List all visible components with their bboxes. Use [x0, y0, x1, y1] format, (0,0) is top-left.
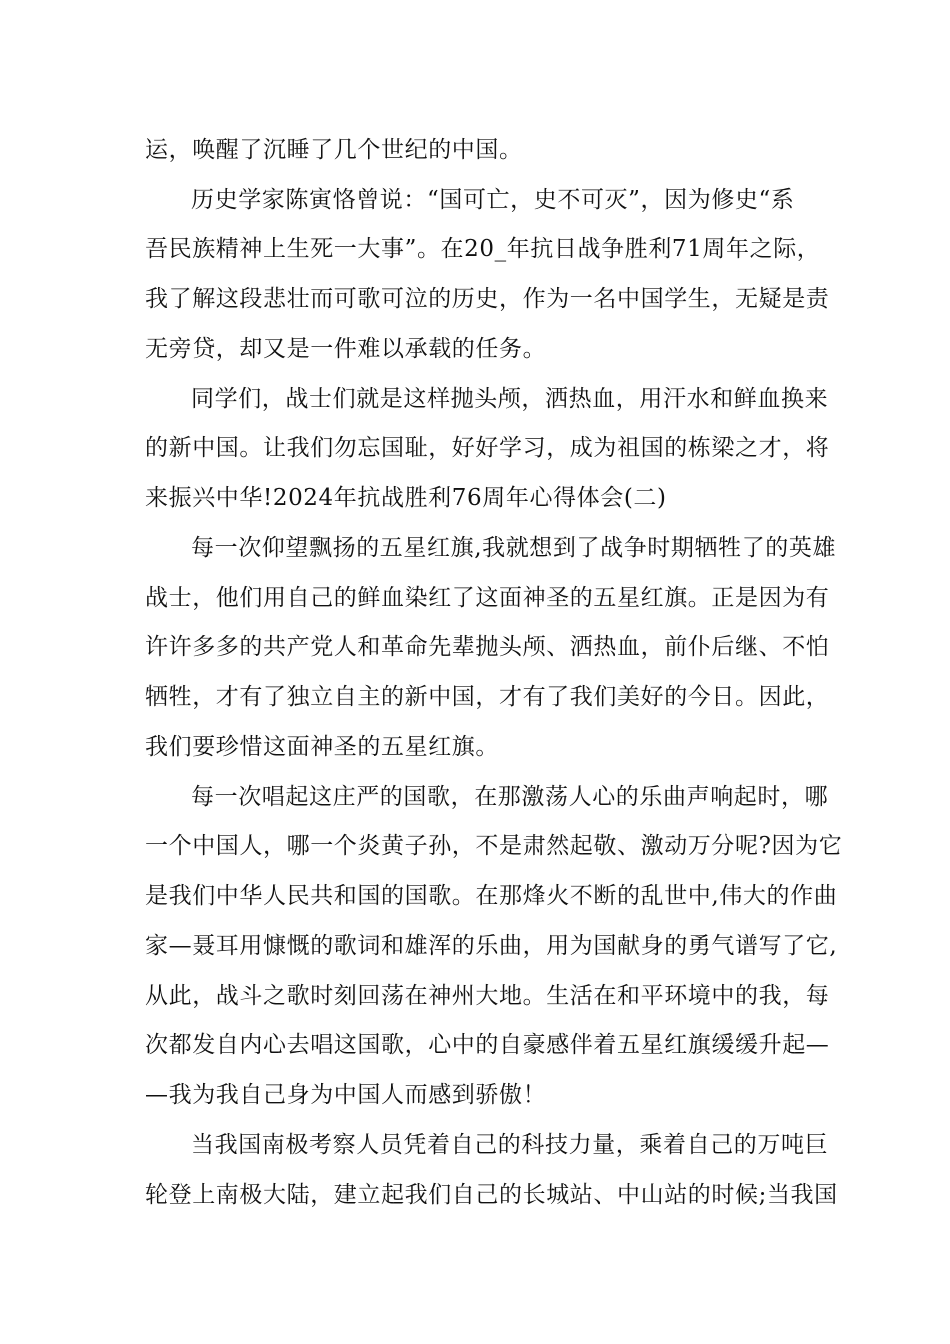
paragraph-start: 每一次仰望飘扬的五星红旗,我就想到了战争时期牺牲了的英雄	[191, 535, 837, 561]
paragraph-start: 同学们，战士们就是这样抛头颅，洒热血，用汗水和鲜血换来	[191, 386, 829, 412]
text-line: 无旁贷，却又是一件难以承载的任务。	[145, 336, 547, 362]
text-line: 我了解这段悲壮而可歌可泣的历史，作为一名中国学生，无疑是责	[145, 286, 830, 312]
text-line: 从此，战斗之歌时刻回荡在神州大地。生活在和平环境中的我，每	[145, 983, 830, 1009]
text-line: 轮登上南极大陆，建立起我们自己的长城站、中山站的时候;当我国	[145, 1182, 838, 1208]
text-line: 我们要珍惜这面神圣的五星红旗。	[145, 734, 499, 760]
text-line: 许许多多的共产党人和革命先辈抛头颅、洒热血，前仆后继、不怕	[145, 634, 830, 660]
paragraph-start: 每一次唱起这庄严的国歌，在那激荡人心的乐曲声响起时，哪	[191, 784, 829, 810]
paragraph-start: 当我国南极考察人员凭着自己的科技力量，乘着自己的万吨巨	[191, 1132, 829, 1158]
text-line: 战士，他们用自己的鲜血染红了这面神圣的五星红旗。正是因为有	[145, 585, 830, 611]
text-line: 运，唤醒了沉睡了几个世纪的中国。	[145, 137, 523, 163]
text-line: 牺牲，才有了独立自主的新中国，才有了我们美好的今日。因此，	[145, 684, 830, 710]
text-line: 的新中国。让我们勿忘国耻，好好学习，成为祖国的栋梁之才，将	[145, 435, 830, 461]
text-line: 吾民族精神上生死一大事”。在20_年抗日战争胜利71周年之际，	[145, 236, 821, 262]
text-line: 次都发自内心去唱这国歌，心中的自豪感伴着五星红旗缓缓升起—	[145, 1032, 830, 1058]
text-line: 一个中国人，哪一个炎黄子孙，不是肃然起敬、激动万分呢?因为它	[145, 833, 843, 859]
text-line: 是我们中华人民共和国的国歌。在那烽火不断的乱世中,伟大的作曲	[145, 883, 838, 909]
text-line: 家—聂耳用慷慨的歌词和雄浑的乐曲，用为国献身的勇气谱写了它,	[145, 933, 838, 959]
text-line: 来振兴中华!2024年抗战胜利76周年心得体会(二)	[145, 485, 667, 511]
paragraph-start: 历史学家陈寅恪曾说：“国可亡，史不可灭”，因为修史“系	[191, 187, 795, 213]
text-line: —我为我自己身为中国人而感到骄傲！	[145, 1082, 547, 1108]
